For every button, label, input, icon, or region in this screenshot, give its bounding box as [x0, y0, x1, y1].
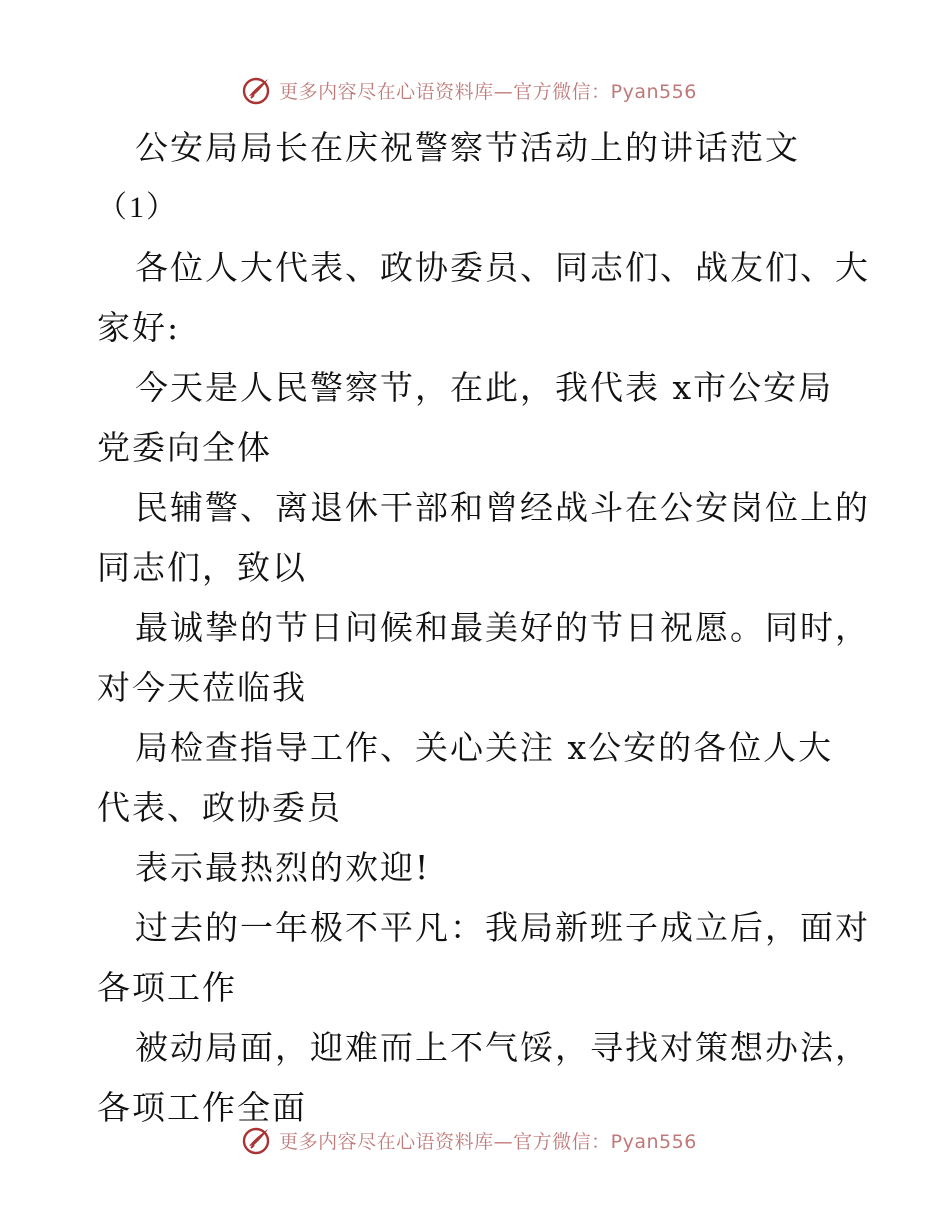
- paragraph-line: 今天是人民警察节，在此，我代表 x市公安局: [135, 368, 834, 407]
- quill-pen-circle-icon: [241, 74, 273, 106]
- paragraph-line: 党委向全体: [97, 428, 272, 467]
- paragraph-line: 最诚挚的节日问候和最美好的节日祝愿。同时，: [135, 608, 870, 647]
- paragraph-line: 各项工作: [97, 968, 237, 1007]
- doc-title: 公安局局长在庆祝警察节活动上的讲话范文: [135, 128, 800, 167]
- paragraph-line: 同志们，致以: [97, 548, 307, 587]
- footer-watermark-text: 更多内容尽在心语资料库—官方微信：Pyan556: [279, 1130, 697, 1153]
- paragraph-line: 过去的一年极不平凡：我局新班子成立后，面对: [135, 908, 870, 947]
- header-watermark-group: [241, 74, 697, 106]
- paragraph-line: 民辅警、离退休干部和曾经战斗在公安岗位上的: [135, 488, 870, 527]
- paragraph-line: 各位人大代表、政协委员、同志们、战友们、大: [135, 248, 870, 287]
- paragraph-line: 各项工作全面: [97, 1088, 307, 1127]
- paragraph-line: 局检查指导工作、关心关注 x公安的各位人大: [135, 728, 834, 767]
- document-body: [97, 118, 870, 1138]
- footer-watermark: [0, 1120, 950, 1160]
- header-watermark: [0, 70, 950, 110]
- paragraph-line: 被动局面，迎难而上不气馁，寻找对策想办法，: [135, 1028, 870, 1067]
- footer-watermark-group: [241, 1124, 697, 1156]
- quill-pen-circle-icon: [241, 1124, 273, 1156]
- header-watermark-text: 更多内容尽在心语资料库—官方微信：Pyan556: [279, 80, 697, 103]
- paragraph-line: 表示最热烈的欢迎!: [135, 848, 431, 887]
- paragraph-line: 代表、政协委员: [97, 788, 342, 827]
- paragraph-line: 家好:: [97, 308, 181, 347]
- paragraph-line: 对今天莅临我: [97, 668, 307, 707]
- doc-subtitle: （1）: [97, 191, 178, 224]
